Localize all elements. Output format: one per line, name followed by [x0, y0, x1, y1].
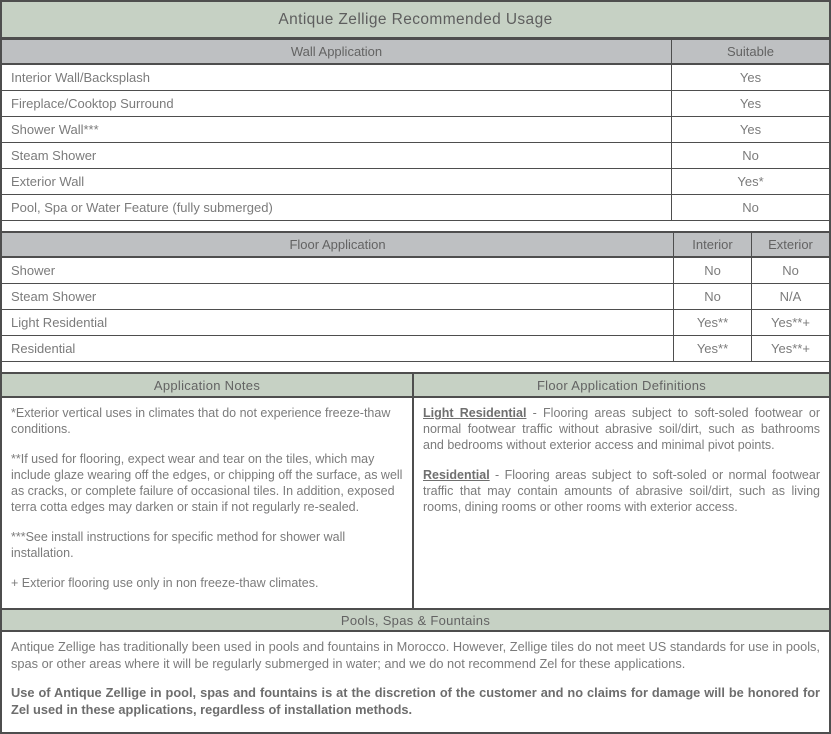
wall-row-label: Shower Wall***	[11, 122, 99, 137]
document-title-bar	[2, 2, 829, 40]
table-row	[2, 195, 829, 221]
table-row	[2, 169, 829, 195]
application-notes-column	[2, 374, 414, 608]
wall-row-value: No	[671, 195, 829, 220]
wall-row-value: No	[671, 143, 829, 168]
floor-row-interior: Yes**	[673, 336, 751, 361]
floor-table-header-label: Floor Application	[289, 237, 386, 252]
table-row	[2, 117, 829, 143]
table-row	[2, 310, 829, 336]
section-divider	[2, 221, 829, 233]
table-row	[2, 65, 829, 91]
wall-row-label: Interior Wall/Backsplash	[11, 70, 150, 85]
wall-table-header-suitable: Suitable	[671, 40, 829, 63]
floor-row-interior: Yes**	[673, 310, 751, 335]
definition-term: Light Residential	[423, 406, 527, 420]
floor-application-table	[2, 233, 829, 362]
table-row	[2, 143, 829, 169]
definition-paragraph	[423, 405, 820, 453]
floor-row-exterior: No	[751, 258, 829, 283]
wall-row-label: Fireplace/Cooktop Surround	[11, 96, 174, 111]
page-title: Antique Zellige Recommended Usage	[278, 10, 553, 28]
notes-section	[2, 374, 829, 608]
note-paragraph: *Exterior vertical uses in climates that do not experience freeze-thaw conditions.	[11, 406, 391, 436]
floor-table-header-row	[2, 233, 829, 258]
definition-text: - Flooring areas subject to soft-soled footwear or normal footwear traffic without abrasive soil/dirt, such as bathrooms and bedrooms without exterior access and minimal pivot points.	[423, 406, 821, 452]
floor-row-interior: No	[673, 284, 751, 309]
section-divider	[2, 362, 829, 374]
table-row	[2, 336, 829, 362]
table-row	[2, 258, 829, 284]
floor-table-header-interior: Interior	[673, 233, 751, 256]
definition-term: Residential	[423, 468, 490, 482]
floor-row-label: Steam Shower	[11, 289, 97, 304]
wall-row-value: Yes*	[671, 169, 829, 194]
application-notes-body	[2, 398, 412, 608]
floor-row-exterior: Yes**+	[751, 336, 829, 361]
note-paragraph: ***See install instructions for specific method for shower wall installation.	[11, 530, 346, 560]
wall-application-table	[2, 40, 829, 221]
wall-row-label: Exterior Wall	[11, 174, 85, 189]
floor-row-label: Light Residential	[11, 315, 108, 330]
floor-row-label: Shower	[11, 263, 56, 278]
floor-definitions-body	[414, 398, 829, 608]
definition-paragraph	[423, 467, 820, 515]
floor-table-header-exterior: Exterior	[751, 233, 829, 256]
wall-row-label: Pool, Spa or Water Feature (fully submerged)	[11, 200, 273, 215]
note-paragraph: + Exterior flooring use only in non freeze-thaw climates.	[11, 576, 319, 590]
floor-row-label: Residential	[11, 341, 76, 356]
wall-row-value: Yes	[671, 117, 829, 142]
pools-paragraph: Antique Zellige has traditionally been used in pools and fountains in Morocco. However, Zellige tiles do not meet US standards for use in pools, spas or other areas where it will be regularly submerged in water; and we do not recommend Zel for these applications.	[11, 639, 820, 671]
floor-definitions-column	[414, 374, 829, 608]
pools-bold-paragraph: Use of Antique Zellige in pool, spas and fountains is at the discretion of the customer and no claims for damage will be honored for Zel used in these applications, regardless of installation methods.	[11, 685, 820, 717]
wall-table-header-label: Wall Application	[290, 44, 383, 59]
floor-row-interior: No	[673, 258, 751, 283]
note-paragraph: **If used for flooring, expect wear and tear on the tiles, which may include glaze wearing off the edges, or chipping off the surface, as well as cracks, or complete failure of occasional tiles. In addition, exposed terra cotta edges may darken or stain if not regularly re-sealed.	[11, 452, 403, 514]
wall-row-value: Yes	[671, 91, 829, 116]
pools-section-body	[2, 632, 829, 717]
floor-row-exterior: N/A	[751, 284, 829, 309]
floor-definitions-header: Floor Application Definitions	[414, 374, 829, 398]
wall-row-label: Steam Shower	[11, 148, 97, 163]
application-notes-header: Application Notes	[2, 374, 412, 398]
table-row	[2, 91, 829, 117]
definition-text: - Flooring areas subject to soft-soled or normal footwear traffic that may contain amounts of abrasive soil/dirt, such as living rooms, dining rooms or other rooms with exterior access.	[423, 468, 820, 514]
wall-table-header-row	[2, 40, 829, 65]
pools-section-header: Pools, Spas & Fountains	[2, 608, 829, 632]
table-row	[2, 284, 829, 310]
floor-row-exterior: Yes**+	[751, 310, 829, 335]
wall-row-value: Yes	[671, 65, 829, 90]
